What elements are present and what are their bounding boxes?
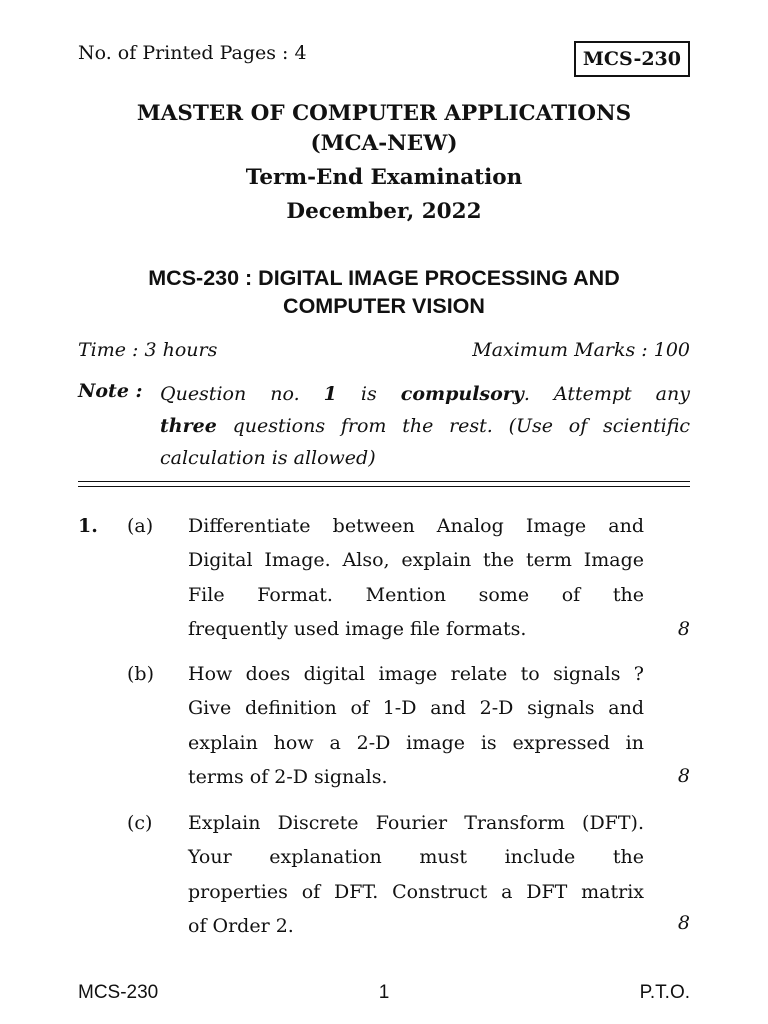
- question-part-text-b: [188, 657, 644, 794]
- question-c-line1: Explain Discrete Fourier Transform (DFT).: [188, 812, 644, 834]
- question-c-line2: Your explanation must include the: [188, 846, 644, 869]
- exam-date: December, 2022: [286, 199, 482, 224]
- question-a-line2: Digital Image. Also, explain the term Image: [188, 549, 644, 572]
- note-text-part1: Question no.: [160, 383, 300, 405]
- question-a-line3: File Format. Mention some of the: [188, 583, 644, 606]
- question-b-line4: terms of 2-D signals.: [188, 765, 388, 788]
- question-b-line1: How does digital image relate to signals ?: [188, 663, 644, 685]
- footer-course-code: MCS-230: [78, 982, 159, 1003]
- divider-bottom: [78, 486, 690, 487]
- note-text-part4: questions from the rest. (Use of scientific calculation is allowed): [160, 415, 691, 469]
- exam-name: Term-End Examination: [245, 165, 523, 190]
- question-a-line1: Differentiate between Analog Image and: [188, 515, 644, 537]
- note-text: [160, 378, 690, 474]
- question-c-line3: properties of DFT. Construct a DFT matrix: [188, 880, 644, 903]
- question-a-line4: frequently used image file formats.: [188, 617, 527, 640]
- subject-title-line2: COMPUTER VISION: [283, 294, 485, 318]
- course-code-box: MCS-230: [574, 41, 690, 77]
- question-part-text-c: [188, 806, 644, 943]
- question-marks-b: 8: [677, 765, 690, 787]
- question-marks-a: 8: [677, 618, 690, 640]
- time-allowed: Time : 3 hours: [78, 339, 218, 361]
- question-marks-c: 8: [677, 912, 690, 934]
- question-c-line4: of Order 2.: [188, 914, 294, 937]
- divider-top: [78, 481, 690, 482]
- question-b-line3: explain how a 2-D image is expressed in: [188, 731, 644, 754]
- footer-page-number: 1: [378, 982, 390, 1003]
- note-question-number: 1: [323, 383, 337, 405]
- question-part-label-a: (a): [127, 515, 154, 537]
- question-b-line2: Give definition of 1-D and 2-D signals and: [188, 697, 644, 720]
- note-text-part3: . Attempt any: [523, 383, 690, 405]
- note-label: Note :: [78, 380, 143, 402]
- printed-pages-count: No. of Printed Pages : 4: [78, 42, 307, 64]
- footer-pto: P.T.O.: [639, 982, 690, 1003]
- note-three: three: [160, 415, 217, 437]
- question-part-label-c: (c): [127, 812, 153, 834]
- note-text-part2: is: [360, 383, 377, 405]
- question-part-text-a: [188, 509, 644, 646]
- note-compulsory: compulsory: [400, 383, 524, 405]
- subject-title-line1: MCS-230 : DIGITAL IMAGE PROCESSING AND: [148, 266, 620, 290]
- question-number: 1.: [78, 515, 98, 537]
- maximum-marks: Maximum Marks : 100: [472, 339, 690, 361]
- programme-subtitle: (MCA-NEW): [310, 131, 458, 156]
- programme-title: MASTER OF COMPUTER APPLICATIONS: [136, 101, 632, 126]
- question-part-label-b: (b): [127, 663, 154, 685]
